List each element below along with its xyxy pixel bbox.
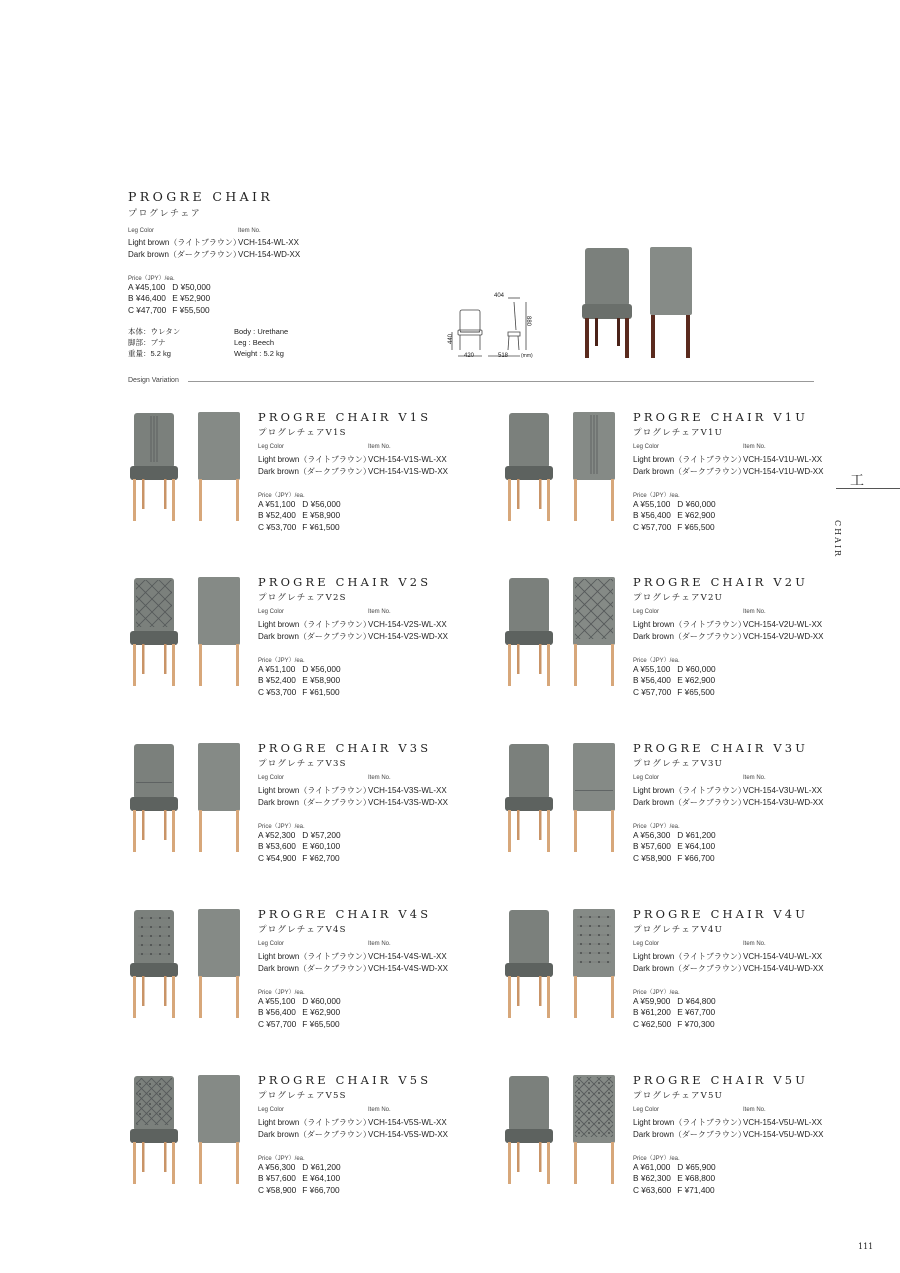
item-no-label: Item No. xyxy=(368,941,391,947)
variation-title-jp: プログレチェアV1S xyxy=(258,428,347,438)
price-e: E ¥67,700 xyxy=(677,1007,716,1018)
variation-card xyxy=(503,1073,873,1233)
leg-color-label: Leg Color xyxy=(633,1107,660,1113)
variation-title-jp: プログレチェアV2S xyxy=(258,593,347,603)
price-a: A ¥56,300 xyxy=(633,830,671,840)
variation-chair-images xyxy=(128,410,248,522)
item-no-list xyxy=(743,951,823,975)
leg-color-list xyxy=(633,454,746,478)
price-label: Price（JPY）/ea. xyxy=(128,276,175,282)
price-table xyxy=(258,1162,341,1196)
leg-color-dark: Dark brown（ダークブラウン） xyxy=(633,964,746,973)
price-e: E ¥60,100 xyxy=(302,841,341,852)
item-no-dark: VCH-154-V4U-WD-XX xyxy=(743,964,824,973)
chair-front-view xyxy=(130,744,178,852)
item-no-dark: VCH-154-V1S-WD-XX xyxy=(368,467,449,476)
price-label: Price（JPY）/ea. xyxy=(258,493,305,499)
price-f: F ¥66,700 xyxy=(677,852,715,863)
item-no-list xyxy=(743,1117,823,1141)
section-divider xyxy=(188,381,814,382)
price-table xyxy=(258,664,341,698)
item-no-label: Item No. xyxy=(368,1107,391,1113)
item-no-label: Item No. xyxy=(368,444,391,450)
price-b: B ¥56,400 xyxy=(633,510,671,521)
item-no-label: Item No. xyxy=(743,775,766,781)
price-table xyxy=(633,996,716,1030)
price-table xyxy=(258,996,341,1030)
price-column-abc xyxy=(258,1162,296,1196)
price-label: Price（JPY）/ea. xyxy=(258,990,305,996)
price-b: B ¥57,600 xyxy=(633,841,671,852)
variation-title: PROGRE CHAIR V1S xyxy=(258,410,432,424)
leg-color-light: Light brown（ライトブラウン） xyxy=(128,238,241,247)
price-label: Price（JPY）/ea. xyxy=(258,824,305,830)
variation-title-jp: プログレチェアV5S xyxy=(258,1091,347,1101)
item-no-light: VCH-154-V1U-WL-XX xyxy=(743,455,823,464)
variation-chair-images xyxy=(503,1073,623,1185)
price-a: A ¥51,100 xyxy=(258,499,296,509)
price-c: C ¥57,700 xyxy=(633,686,672,697)
spec-list-jp xyxy=(128,326,180,359)
price-e: E ¥68,800 xyxy=(677,1173,716,1184)
item-no-label: Item No. xyxy=(743,444,766,450)
price-f: F ¥70,300 xyxy=(677,1018,715,1029)
price-table xyxy=(633,499,716,533)
leg-color-dark: Dark brown（ダークブラウン） xyxy=(633,798,746,807)
chair-front-view xyxy=(505,744,553,852)
item-no-light: VCH-154-V5S-WL-XX xyxy=(368,1118,447,1127)
price-column-def xyxy=(677,499,715,533)
leg-color-light: Light brown（ライトブラウン） xyxy=(258,786,371,795)
price-e: E ¥62,900 xyxy=(677,675,716,686)
leg-color-label: Leg Color xyxy=(633,941,660,947)
price-f: F ¥62,700 xyxy=(302,852,340,863)
chair-back-view xyxy=(573,412,615,521)
item-no-dark: VCH-154-WD-XX xyxy=(238,250,301,259)
price-column-def xyxy=(677,1162,715,1196)
item-no-light: VCH-154-V4S-WL-XX xyxy=(368,952,447,961)
price-a: A ¥55,100 xyxy=(258,996,296,1006)
leg-color-label: Leg Color xyxy=(258,1107,285,1113)
price-e: E ¥58,900 xyxy=(302,510,341,521)
price-d: D ¥60,000 xyxy=(677,499,716,509)
spec-list-en xyxy=(234,326,288,359)
price-a: A ¥51,100 xyxy=(258,664,296,674)
variation-title: PROGRE CHAIR V4U xyxy=(633,907,809,921)
leg-color-label: Leg Color xyxy=(258,775,285,781)
chair-front-view xyxy=(505,578,553,686)
chair-back-view xyxy=(198,909,240,1018)
dim-width-bottom: 420 xyxy=(464,353,475,359)
chair-back-view xyxy=(198,743,240,852)
dim-width-top: 404 xyxy=(494,293,505,299)
price-column-abc xyxy=(633,996,671,1030)
price-f: F ¥66,700 xyxy=(302,1184,340,1195)
price-table xyxy=(128,282,211,316)
leg-color-dark: Dark brown（ダークブラウン） xyxy=(258,964,371,973)
variation-card xyxy=(128,575,498,735)
price-d: D ¥57,200 xyxy=(302,830,341,840)
variation-chair-images xyxy=(128,907,248,1019)
price-column-abc xyxy=(633,664,671,698)
leg-color-list xyxy=(633,619,746,643)
price-c: C ¥63,600 xyxy=(633,1184,672,1195)
leg-color-dark: Dark brown（ダークブラウン） xyxy=(258,467,371,476)
leg-color-light: Light brown（ライトブラウン） xyxy=(633,620,746,629)
price-column-abc xyxy=(633,830,671,864)
price-column-abc xyxy=(128,282,166,316)
price-d: D ¥60,000 xyxy=(677,664,716,674)
price-e: E ¥58,900 xyxy=(302,675,341,686)
variation-chair-images xyxy=(503,410,623,522)
variation-card xyxy=(128,410,498,570)
leg-color-list xyxy=(633,785,746,809)
price-table xyxy=(258,499,341,533)
item-no-dark: VCH-154-V2S-WD-XX xyxy=(368,632,449,641)
item-no-light: VCH-154-V4U-WL-XX xyxy=(743,952,823,961)
variation-chair-images xyxy=(503,575,623,687)
item-no-light: VCH-154-V3S-WL-XX xyxy=(368,786,447,795)
price-column-def xyxy=(302,664,340,698)
leg-color-light: Light brown（ライトブラウン） xyxy=(258,620,371,629)
price-b: B ¥62,300 xyxy=(633,1173,671,1184)
price-column-def xyxy=(677,664,715,698)
variation-chair-images xyxy=(128,741,248,853)
price-b: B ¥53,600 xyxy=(258,841,296,852)
side-tab-kanji: 工 xyxy=(850,473,864,489)
spec-weight-en: Weight : 5.2 kg xyxy=(234,349,284,358)
variation-title-jp: プログレチェアV4S xyxy=(258,925,347,935)
price-e: E ¥64,100 xyxy=(677,841,716,852)
item-no-label: Item No. xyxy=(743,941,766,947)
leg-color-label: Leg Color xyxy=(258,941,285,947)
price-label: Price（JPY）/ea. xyxy=(258,1156,305,1162)
price-c: C ¥58,900 xyxy=(258,1184,297,1195)
price-d: D ¥61,200 xyxy=(302,1162,341,1172)
variation-title-jp: プログレチェアV3U xyxy=(633,759,723,769)
chair-front-view xyxy=(505,910,553,1018)
leg-color-light: Light brown（ライトブラウン） xyxy=(258,952,371,961)
leg-color-list xyxy=(258,785,371,809)
price-e: E ¥62,900 xyxy=(677,510,716,521)
variation-card xyxy=(503,907,873,1067)
dim-seat-height: 440 xyxy=(448,333,455,345)
price-a: A ¥61,000 xyxy=(633,1162,671,1172)
price-d: D ¥64,800 xyxy=(677,996,716,1006)
leg-color-light: Light brown（ライトブラウン） xyxy=(633,952,746,961)
leg-color-label: Leg Color xyxy=(633,444,660,450)
leg-color-list xyxy=(258,454,371,478)
leg-color-label: Leg Color xyxy=(633,775,660,781)
variation-title-jp: プログレチェアV4U xyxy=(633,925,723,935)
price-e: E ¥52,900 xyxy=(172,293,211,304)
leg-color-light: Light brown（ライトブラウン） xyxy=(258,455,371,464)
page-title: PROGRE CHAIR xyxy=(128,189,274,204)
variation-card xyxy=(503,575,873,735)
leg-color-light: Light brown（ライトブラウン） xyxy=(633,455,746,464)
leg-color-dark: Dark brown（ダークブラウン） xyxy=(258,1130,371,1139)
price-a: A ¥55,100 xyxy=(633,499,671,509)
item-no-list xyxy=(368,454,448,478)
price-table xyxy=(633,1162,716,1196)
page-subtitle-jp: プログレチェア xyxy=(128,209,202,219)
variation-title-jp: プログレチェアV1U xyxy=(633,428,723,438)
price-column-def xyxy=(302,830,340,864)
item-no-label: Item No. xyxy=(238,228,261,234)
variation-card xyxy=(128,1073,498,1233)
price-column-def xyxy=(677,996,715,1030)
price-table xyxy=(258,830,341,864)
item-no-light: VCH-154-V3U-WL-XX xyxy=(743,786,823,795)
item-no-dark: VCH-154-V5S-WD-XX xyxy=(368,1130,449,1139)
leg-color-dark: Dark brown（ダークブラウン） xyxy=(258,798,371,807)
price-f: F ¥65,500 xyxy=(677,521,715,532)
chair-front-view xyxy=(130,910,178,1018)
price-a: A ¥45,100 xyxy=(128,282,166,292)
item-no-light: VCH-154-V5U-WL-XX xyxy=(743,1118,823,1127)
variation-title: PROGRE CHAIR V2U xyxy=(633,575,809,589)
leg-color-dark: Dark brown（ダークブラウン） xyxy=(258,632,371,641)
item-no-light: VCH-154-V2S-WL-XX xyxy=(368,620,447,629)
variation-card xyxy=(128,741,498,901)
item-no-dark: VCH-154-V2U-WD-XX xyxy=(743,632,824,641)
item-no-label: Item No. xyxy=(743,1107,766,1113)
chair-back-view xyxy=(573,743,615,852)
item-no-label: Item No. xyxy=(368,609,391,615)
item-no-dark: VCH-154-V5U-WD-XX xyxy=(743,1130,824,1139)
item-no-list xyxy=(743,619,823,643)
item-no-list xyxy=(238,237,300,261)
leg-color-list xyxy=(128,237,241,261)
item-no-dark: VCH-154-V3S-WD-XX xyxy=(368,798,449,807)
leg-color-list xyxy=(258,619,371,643)
price-column-abc xyxy=(633,1162,671,1196)
price-f: F ¥65,500 xyxy=(677,686,715,697)
chair-front-view xyxy=(505,1076,553,1184)
leg-color-dark: Dark brown（ダークブラウン） xyxy=(633,632,746,641)
price-d: D ¥60,000 xyxy=(302,996,341,1006)
side-tab-label: CHAIR xyxy=(833,520,842,559)
price-f: F ¥55,500 xyxy=(172,304,210,315)
price-label: Price（JPY）/ea. xyxy=(633,990,680,996)
variation-chair-images xyxy=(503,907,623,1019)
price-column-def xyxy=(677,830,715,864)
variation-title-jp: プログレチェアV5U xyxy=(633,1091,723,1101)
chair-front-view xyxy=(505,413,553,521)
price-a: A ¥56,300 xyxy=(258,1162,296,1172)
spec-body-jp: 本体：ウレタン xyxy=(128,327,181,336)
hero-chair-images xyxy=(575,245,695,360)
price-b: B ¥46,400 xyxy=(128,293,166,304)
dim-height: 880 xyxy=(525,315,532,327)
leg-color-label: Leg Color xyxy=(258,444,285,450)
variation-title-jp: プログレチェアV3S xyxy=(258,759,347,769)
price-column-abc xyxy=(258,830,296,864)
price-e: E ¥62,900 xyxy=(302,1007,341,1018)
spec-body-en: Body : Urethane xyxy=(234,327,289,336)
leg-color-light: Light brown（ライトブラウン） xyxy=(258,1118,371,1127)
dim-unit: (mm) xyxy=(521,353,533,359)
price-f: F ¥61,500 xyxy=(302,521,340,532)
variation-title: PROGRE CHAIR V2S xyxy=(258,575,432,589)
price-c: C ¥47,700 xyxy=(128,304,167,315)
price-a: A ¥52,300 xyxy=(258,830,296,840)
item-no-list xyxy=(743,454,823,478)
price-c: C ¥54,900 xyxy=(258,852,297,863)
leg-color-list xyxy=(633,951,746,975)
item-no-list xyxy=(368,951,448,975)
price-label: Price（JPY）/ea. xyxy=(633,824,680,830)
price-column-def xyxy=(302,499,340,533)
price-d: D ¥61,200 xyxy=(677,830,716,840)
price-label: Price（JPY）/ea. xyxy=(258,658,305,664)
design-variation-label: Design Variation xyxy=(128,377,179,384)
chair-front-view xyxy=(130,413,178,521)
price-d: D ¥65,900 xyxy=(677,1162,716,1172)
leg-color-label: Leg Color xyxy=(258,609,285,615)
item-no-dark: VCH-154-V4S-WD-XX xyxy=(368,964,449,973)
price-c: C ¥53,700 xyxy=(258,521,297,532)
item-no-light: VCH-154-WL-XX xyxy=(238,238,299,247)
page-number: 111 xyxy=(858,1242,874,1251)
item-no-dark: VCH-154-V1U-WD-XX xyxy=(743,467,824,476)
leg-color-light: Light brown（ライトブラウン） xyxy=(633,1118,746,1127)
chair-back-view xyxy=(573,909,615,1018)
dim-depth: 518 xyxy=(498,353,509,359)
leg-color-dark: Dark brown（ダークブラウン） xyxy=(633,467,746,476)
price-column-def xyxy=(302,1162,340,1196)
leg-color-label: Leg Color xyxy=(128,228,155,234)
variation-card xyxy=(128,907,498,1067)
variation-chair-images xyxy=(128,575,248,687)
price-d: D ¥50,000 xyxy=(172,282,211,292)
item-no-light: VCH-154-V1S-WL-XX xyxy=(368,455,447,464)
variation-title: PROGRE CHAIR V5S xyxy=(258,1073,432,1087)
price-table xyxy=(633,830,716,864)
price-b: B ¥61,200 xyxy=(633,1007,671,1018)
hero-chair-back xyxy=(650,247,692,358)
variation-card xyxy=(503,410,873,570)
chair-back-view xyxy=(198,577,240,686)
item-no-label: Item No. xyxy=(743,609,766,615)
price-c: C ¥62,500 xyxy=(633,1018,672,1029)
price-a: A ¥55,100 xyxy=(633,664,671,674)
leg-color-light: Light brown（ライトブラウン） xyxy=(633,786,746,795)
price-b: B ¥52,400 xyxy=(258,510,296,521)
variation-title: PROGRE CHAIR V5U xyxy=(633,1073,809,1087)
price-column-abc xyxy=(633,499,671,533)
item-no-list xyxy=(368,619,448,643)
item-no-list xyxy=(368,785,448,809)
price-column-def xyxy=(302,996,340,1030)
price-c: C ¥57,700 xyxy=(258,1018,297,1029)
leg-color-label: Leg Color xyxy=(633,609,660,615)
item-no-list xyxy=(743,785,823,809)
price-b: B ¥56,400 xyxy=(633,675,671,686)
spec-leg-en: Leg : Beech xyxy=(234,338,275,347)
dimension-drawing xyxy=(444,290,554,362)
price-f: F ¥65,500 xyxy=(302,1018,340,1029)
variation-title: PROGRE CHAIR V4S xyxy=(258,907,432,921)
leg-color-dark: Dark brown（ダークブラウン） xyxy=(633,1130,746,1139)
variation-chair-images xyxy=(128,1073,248,1185)
leg-color-list xyxy=(258,1117,371,1141)
leg-color-dark: Dark brown（ダークブラウン） xyxy=(128,250,241,259)
price-column-abc xyxy=(258,499,296,533)
chair-back-view xyxy=(198,412,240,521)
price-b: B ¥52,400 xyxy=(258,675,296,686)
item-no-light: VCH-154-V2U-WL-XX xyxy=(743,620,823,629)
price-table xyxy=(633,664,716,698)
price-d: D ¥56,000 xyxy=(302,499,341,509)
price-d: D ¥56,000 xyxy=(302,664,341,674)
variation-title-jp: プログレチェアV2U xyxy=(633,593,723,603)
variation-title: PROGRE CHAIR V3U xyxy=(633,741,809,755)
spec-weight-jp: 重量：5.2 kg xyxy=(128,349,171,358)
price-label: Price（JPY）/ea. xyxy=(633,658,680,664)
item-no-label: Item No. xyxy=(368,775,391,781)
spec-leg-jp: 脚部：ブナ xyxy=(128,338,166,347)
price-column-abc xyxy=(258,996,296,1030)
variation-card xyxy=(503,741,873,901)
chair-back-view xyxy=(198,1075,240,1184)
price-f: F ¥61,500 xyxy=(302,686,340,697)
hero-chair-front xyxy=(582,248,632,358)
variation-title: PROGRE CHAIR V3S xyxy=(258,741,432,755)
price-a: A ¥59,900 xyxy=(633,996,671,1006)
item-no-list xyxy=(368,1117,448,1141)
price-f: F ¥71,400 xyxy=(677,1184,715,1195)
price-e: E ¥64,100 xyxy=(302,1173,341,1184)
variation-chair-images xyxy=(503,741,623,853)
item-no-dark: VCH-154-V3U-WD-XX xyxy=(743,798,824,807)
price-b: B ¥57,600 xyxy=(258,1173,296,1184)
price-c: C ¥57,700 xyxy=(633,521,672,532)
price-c: C ¥53,700 xyxy=(258,686,297,697)
price-b: B ¥56,400 xyxy=(258,1007,296,1018)
price-label: Price（JPY）/ea. xyxy=(633,493,680,499)
leg-color-list xyxy=(258,951,371,975)
price-label: Price（JPY）/ea. xyxy=(633,1156,680,1162)
price-column-def xyxy=(172,282,210,316)
variation-title: PROGRE CHAIR V1U xyxy=(633,410,809,424)
price-column-abc xyxy=(258,664,296,698)
price-c: C ¥58,900 xyxy=(633,852,672,863)
leg-color-list xyxy=(633,1117,746,1141)
